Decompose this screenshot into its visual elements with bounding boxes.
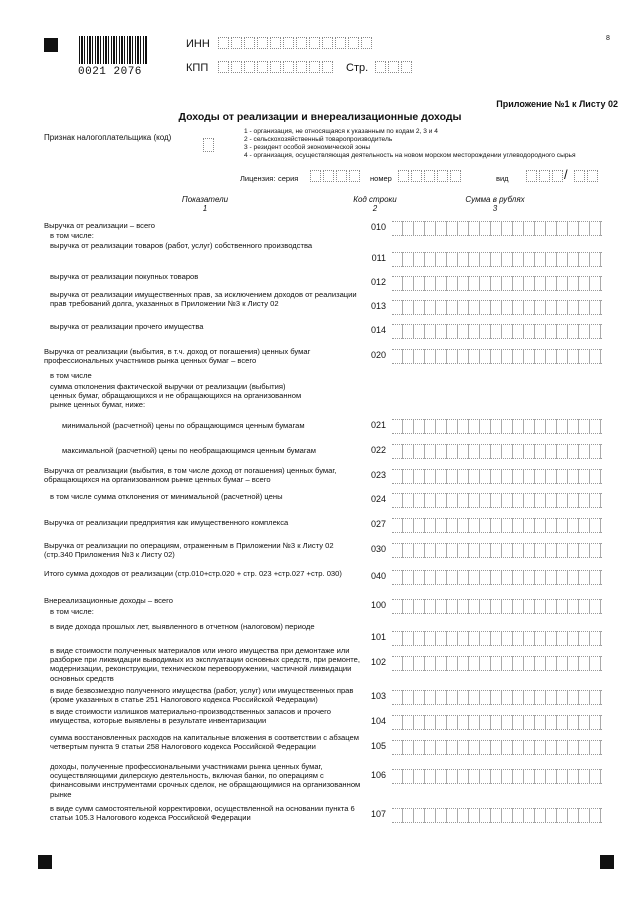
row-code: 021 [370, 420, 386, 430]
row-text: в том числе: [50, 231, 94, 240]
row-code: 022 [370, 445, 386, 455]
appendix-label: Приложение №1 к Листу 02 [496, 99, 618, 109]
row-code: 010 [370, 222, 386, 232]
column-2-title: Код строки [353, 195, 397, 204]
amount-field-100[interactable] [392, 599, 602, 614]
row-code: 101 [370, 632, 386, 642]
row-text: Итого сумма доходов от реализации (стр.010+стр.020 + стр. 023 +стр.027 +стр. 030) [44, 569, 342, 578]
row-code: 030 [370, 544, 386, 554]
license-type-field-2[interactable] [574, 170, 600, 182]
barcode-number: 0021 2076 [78, 66, 142, 78]
row-code: 013 [370, 301, 386, 311]
amount-field-024[interactable] [392, 493, 602, 508]
row-text: максимальной (расчетной) цены по необращающимся ценным бумагам [62, 446, 316, 455]
legend-option-1: 1 - организация, не относящаяся к указанным по кодам 2, 3 и 4 [244, 128, 438, 135]
legend-option-2: 2 - сельскохозяйственный товаропроизводитель [244, 136, 393, 143]
row-text: в виде безвозмездно полученного имущества (работ, услуг) или имущественных прав (кроме указанных в статье 251 Налогового кодекса Российской Федерации) [50, 686, 354, 705]
row-text: выручка от реализации имущественных прав, за исключением доходов от реализации прав требований долга, указанных в Приложении №3 к Листу 02 [50, 290, 357, 309]
inn-label: ИНН [186, 38, 210, 50]
amount-field-104[interactable] [392, 715, 602, 730]
amount-field-010[interactable] [392, 221, 602, 236]
license-series-label: серия [278, 174, 299, 183]
row-code: 104 [370, 716, 386, 726]
license-type-field[interactable] [526, 170, 565, 182]
row-text: выручка от реализации покупных товаров [50, 272, 199, 281]
row-code: 023 [370, 470, 386, 480]
amount-field-014[interactable] [392, 324, 602, 339]
row-code: 014 [370, 325, 386, 335]
row-text: в виде сумм самостоятельной корректировки, осуществленной на основании пункта 6 статьи 105.3 Налогового кодекса Российской Федерации [50, 804, 355, 823]
page-field[interactable] [375, 61, 414, 73]
amount-field-020[interactable] [392, 349, 602, 364]
kpp-label: КПП [186, 62, 209, 74]
page-number: 8 [606, 35, 610, 42]
column-header-amount [440, 195, 550, 213]
row-text: выручка от реализации прочего имущества [50, 322, 204, 331]
registration-marker-top-left [44, 38, 58, 52]
amount-field-011[interactable] [392, 252, 602, 267]
amount-field-102[interactable] [392, 656, 602, 671]
row-code: 012 [370, 277, 386, 287]
row-code: 020 [370, 350, 386, 360]
legend-option-3: 3 - резидент особой экономической зоны [244, 144, 371, 151]
column-1-number: 1 [202, 204, 208, 213]
row-text: Выручка от реализации (выбытия, в том числе доход от погашения) ценных бумаг, обращающихся на организованном рынке ценных бумаг – всего [44, 466, 337, 485]
row-text: Выручка от реализации (выбытия, в т.ч. доход от погашения) ценных бумаг профессиональных участников рынка ценных бумаг – всего [44, 347, 311, 366]
amount-field-105[interactable] [392, 740, 602, 755]
row-code: 027 [370, 519, 386, 529]
registration-marker-bottom-left [38, 855, 52, 869]
row-code: 105 [370, 741, 386, 751]
row-text: в виде дохода прошлых лет, выявленного в отчетном (налоговом) периоде [50, 622, 315, 631]
amount-field-107[interactable] [392, 808, 602, 823]
license-slash: / [564, 167, 568, 182]
amount-field-106[interactable] [392, 769, 602, 784]
taxpayer-label: Признак налогоплательщика (код) [44, 133, 172, 142]
license-number-label: номер [370, 174, 392, 183]
amount-field-022[interactable] [392, 444, 602, 459]
row-text: сумма восстановленных расходов на капитальные вложения в соответствии с абзацем четвертым пункта 9 статьи 258 Налогового кодекса Российской Федерации [50, 733, 359, 752]
license-series-field[interactable] [310, 170, 362, 182]
legend-option-4: 4 - организация, осуществляющая деятельность на новом морском месторождении углеводородного сырья [244, 152, 576, 159]
row-code: 106 [370, 770, 386, 780]
row-text: минимальной (расчетной) цены по обращающимся ценным бумагам [62, 421, 305, 430]
row-text: в том числе [50, 371, 92, 380]
column-3-title: Сумма в рублях [465, 195, 525, 204]
column-2-number: 2 [372, 204, 378, 213]
page-label: Стр. [346, 62, 369, 74]
kpp-field[interactable] [218, 61, 335, 73]
amount-field-030[interactable] [392, 543, 602, 558]
registration-marker-bottom-right [600, 855, 614, 869]
column-1-title: Показатели [181, 195, 229, 204]
row-code: 024 [370, 494, 386, 504]
amount-field-023[interactable] [392, 469, 602, 484]
row-text: выручка от реализации товаров (работ, услуг) собственного производства [50, 241, 313, 250]
amount-field-021[interactable] [392, 419, 602, 434]
form-title: Доходы от реализации и внереализационные доходы [178, 111, 462, 123]
row-text: в том числе сумма отклонения от минимальной (расчетной) цены [50, 492, 283, 501]
row-code: 100 [370, 600, 386, 610]
license-label: Лицензия: [240, 174, 276, 183]
row-code: 107 [370, 809, 386, 819]
column-header-line-code [340, 195, 410, 213]
license-type-label: вид [496, 174, 509, 183]
taxpayer-legend [244, 128, 576, 160]
amount-field-012[interactable] [392, 276, 602, 291]
column-header-indicators [150, 195, 260, 213]
row-code: 011 [371, 253, 386, 263]
row-code: 103 [370, 691, 386, 701]
row-text: в том числе: [50, 607, 94, 616]
row-text: Внереализационные доходы – всего [44, 596, 173, 605]
column-3-number: 3 [492, 204, 498, 213]
row-text: Выручка от реализации – всего [44, 221, 155, 230]
taxpayer-code-field[interactable] [203, 138, 216, 152]
row-code: 040 [370, 571, 386, 581]
row-text: сумма отклонения фактической выручки от реализации (выбытия) ценных бумаг, обращающихся и не обращающихся на организованном рынке ценных бумаг, ниже: [50, 382, 302, 410]
row-text: в виде стоимости полученных материалов или иного имущества при демонтаже или разборке при ликвидации выводимых из эксплуатации основных средств, при ремонте, модернизации, реконструкции, техническом перевооружении, частичной ликвидации основных средств [50, 646, 360, 683]
inn-field[interactable] [218, 37, 374, 49]
amount-field-027[interactable] [392, 518, 602, 533]
row-code: 102 [370, 657, 386, 667]
row-text: в виде стоимости излишков материально-производственных запасов и прочего имущества, которые выявлены в результате инвентаризации [50, 707, 331, 726]
amount-field-103[interactable] [392, 690, 602, 705]
row-text: Выручка от реализации предприятия как имущественного комплекса [44, 518, 289, 527]
license-number-field[interactable] [398, 170, 463, 182]
barcode [79, 36, 147, 64]
amount-field-101[interactable] [392, 631, 602, 646]
amount-field-013[interactable] [392, 300, 602, 315]
row-text: доходы, полученные профессиональными участниками рынка ценных бумаг, осуществляющими дилерскую деятельность, включая банки, по операциям с финансовыми инструментами срочных сделок, не обращающимися на организованном рынке [50, 762, 361, 799]
amount-field-040[interactable] [392, 570, 602, 585]
row-text: Выручка от реализации по операциям, отраженным в Приложении №3 к Листу 02 (стр.340 Приложения №3 к Листу 02) [44, 541, 334, 560]
